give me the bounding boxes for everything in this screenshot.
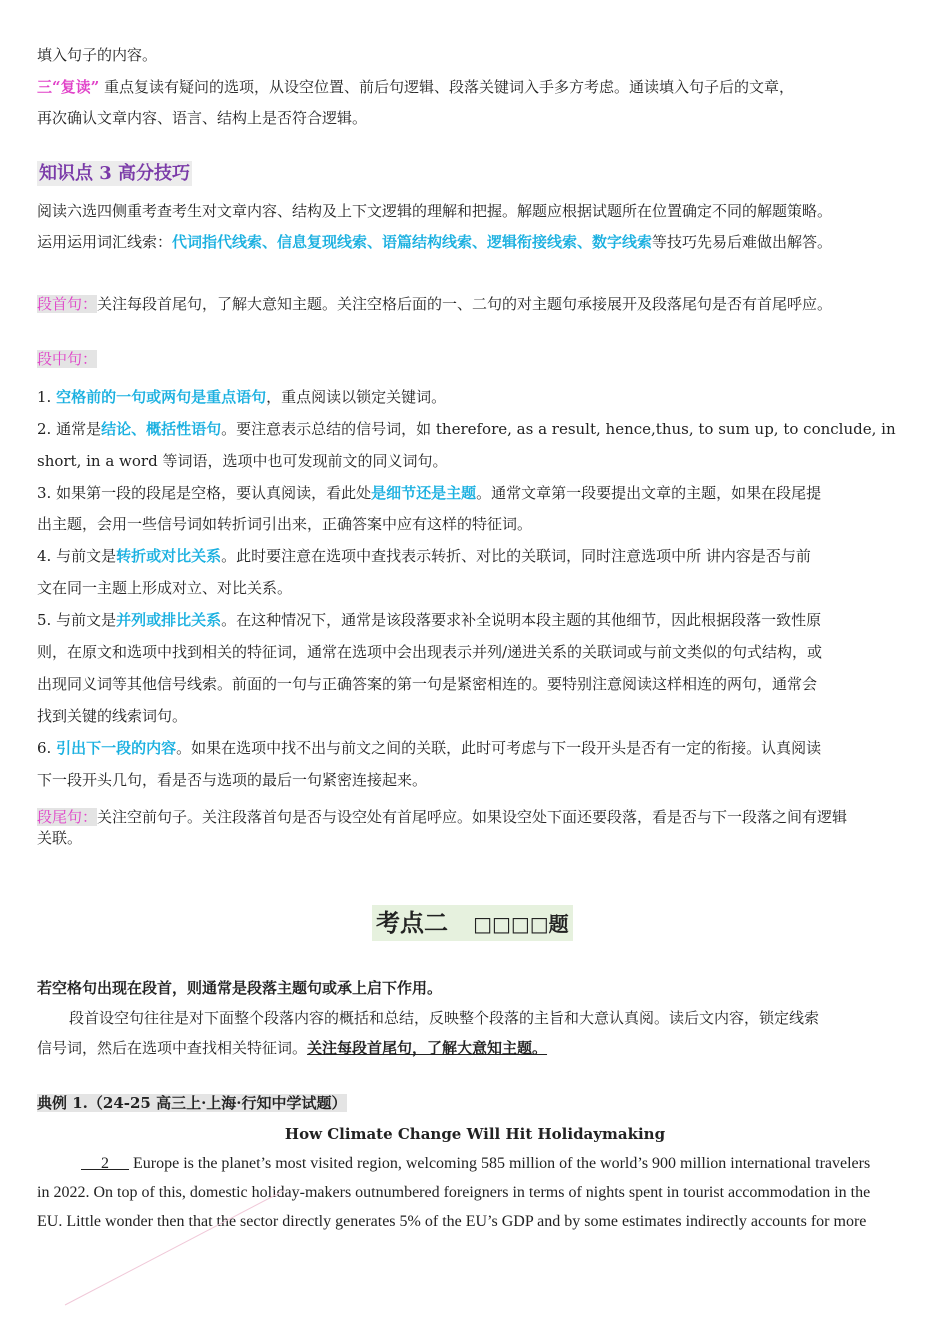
answer-blank: 2: [101, 1155, 109, 1172]
explain-line: 段首设空句往往是对下面整个段落内容的概括和总结，反映整个段落的主旨和大意认真阅。读后文内容，锁定线索: [69, 1009, 820, 1027]
point-6-cont: 下一段开头几句，看是否与选项的最后一句紧密连接起来。: [37, 771, 428, 789]
diagonal-decoration: [60, 1185, 290, 1310]
strategy-line-2: 运用运用词汇线索：代词指代线索、信息复现线索、语篇结构线索、逻辑衔接线索、数字线索等技巧先易后难做出解答。: [37, 233, 833, 251]
reread-label: 三“复读”: [37, 78, 100, 96]
article-line-3: EU. Little wonder then that the sector directly generates 5% of the EU’s GDP and by some estimates indirectly accounts for more: [37, 1213, 867, 1230]
article-line-2: in 2022. On top of this, domestic holiday-makers outnumbered foreigners in terms of nights spent in tourist accommodation in the: [37, 1184, 871, 1201]
paragraph-middle-label: 段中句：: [37, 350, 98, 368]
point-5-cont: 则，在原文和选项中找到相关的特征词，通常在选项中会出现表示并列/递进关系的关联词或与前文类似的句式结构，或: [37, 643, 823, 661]
point-4: 4. 与前文是转折或对比关系。此时要注意在选项中查找表示转折、对比的关联词，同时注意选项中所 讲内容是否与前: [37, 547, 811, 565]
tail-label: 段尾句：: [37, 808, 98, 826]
reread-line-2: 再次确认文章内容、语言、结构上是否符合逻辑。: [37, 109, 368, 127]
paragraph-tail-line: 段尾句：关注空前句子。关注段落首句是否与设空处有首尾呼应。如果设空处下面还要段落，看是否与下一段落之间有逻辑: [37, 808, 848, 826]
head-label: 段首句：: [37, 295, 98, 313]
point-1: 1. 空格前的一句或两句是重点语句，重点阅读以锁定关键词。: [37, 388, 447, 406]
rule-line: 若空格句出现在段首，则通常是段落主题句或承上启下作用。: [37, 979, 443, 997]
point-2-cont: short, in a word 等词语，选项中也可发现前文的同义词句。: [37, 452, 448, 470]
paragraph-tail-cont: 关联。: [37, 829, 83, 847]
article-title: How Climate Change Will Hit Holidaymaking: [284, 1125, 666, 1143]
strategy-line: 阅读六选四侧重考查考生对文章内容、结构及上下文逻辑的理解和把握。解题应根据试题所在位置确定不同的解题策略。: [37, 202, 833, 220]
section-title: 考点二 □□□□题: [372, 905, 573, 941]
reread-line: 三“复读” 重点复读有疑问的选项，从设空位置、前后句逻辑、段落关键词入手多方考虑。通读填入句子后的文章，: [37, 78, 795, 96]
example-label: 典例 1.（24-25 高三上·上海·行知中学试题）: [37, 1094, 347, 1112]
point-3: 3. 如果第一段的段尾是空格，要认真阅读，看此处是细节还是主题。通常文章第一段要提出文章的主题，如果在段尾提: [37, 484, 822, 502]
explain-line-2: 信号词，然后在选项中查找相关特征词。关注每段首尾句，了解大意知主题。: [37, 1039, 548, 1057]
point-5-cont-3: 找到关键的线索词句。: [37, 707, 188, 725]
point-5-cont-2: 出现同义词等其他信号线索。前面的一句与正确答案的第一句是紧密相连的。要特别注意阅读这样相连的两句，通常会: [37, 675, 818, 693]
point-4-cont: 文在同一主题上形成对立、对比关系。: [37, 579, 293, 597]
intro-line: 填入句子的内容。: [37, 46, 158, 64]
article-line-1: 2 Europe is the planet’s most visited region, welcoming 585 million of the world’s 900 million international travelers: [37, 1149, 913, 1178]
point-6: 6. 引出下一段的内容。如果在选项中找不出与前文之间的关联，此时可考虑与下一段开头是否有一定的衔接。认真阅读: [37, 739, 822, 757]
point-5: 5. 与前文是并列或排比关系。在这种情况下，通常是该段落要求补全说明本段主题的其他细节，因此根据段落一致性原: [37, 611, 822, 629]
point-3-cont: 出主题，会用一些信号词如转折词引出来，正确答案中应有这样的特征词。: [37, 515, 533, 533]
paragraph-head-line: 段首句：关注每段首尾句，了解大意知主题。关注空格后面的一、二句的对主题句承接展开及段落尾句是否有首尾呼应。: [37, 295, 833, 313]
point-2: 2. 通常是结论、概括性语句。要注意表示总结的信号词，如 therefore, as a result, hence,thus, to sum up, to conclude, in: [37, 420, 896, 438]
knowledge-point-heading: 知识点 3 高分技巧: [39, 163, 191, 184]
